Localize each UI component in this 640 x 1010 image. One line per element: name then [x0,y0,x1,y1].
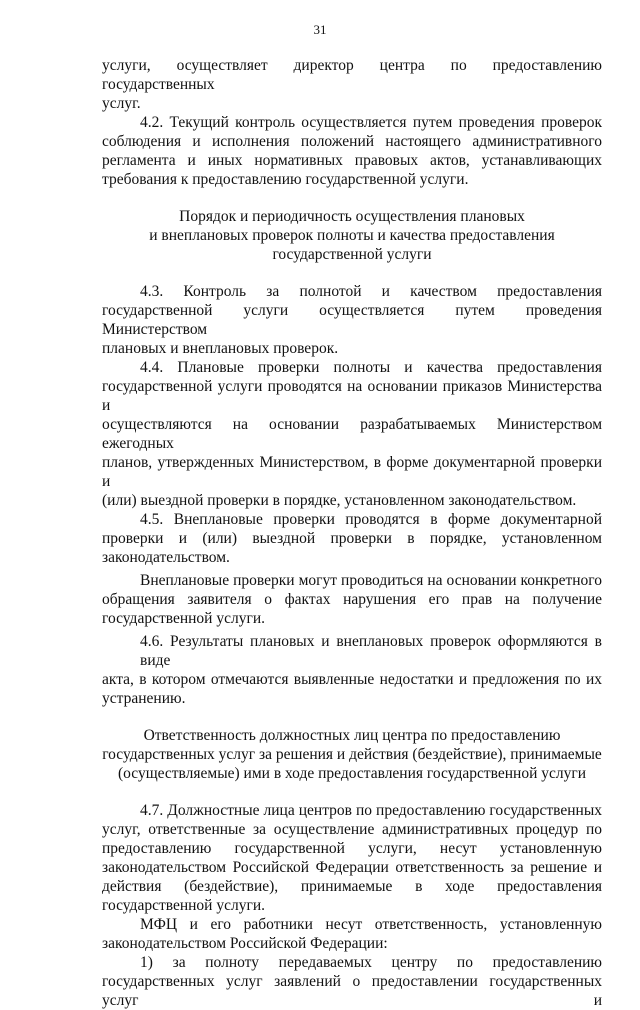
text-line: законодательством. [102,549,230,566]
text-line: государственной услуги проводятся на основании приказов Министерства и [102,378,602,414]
text-line: МФЦ и его работники несут ответственность, установленную [140,916,602,933]
text-line: устранению. [102,690,186,707]
text-line: осуществляются на основании разрабатываемых Министерством ежегодных [102,416,602,452]
text-line: государственной услуги. [102,610,265,627]
text-line: акта, в котором отмечаются выявленные недостатки и предложения по их [102,671,602,688]
paragraph-4-6 [102,632,602,708]
text-line: услуги, осуществляет директор центра по предоставлению государственных [102,57,602,93]
heading-line: Ответственность должностных лиц центра по предоставлению [143,727,561,744]
heading-line: Порядок и периодичность осуществления плановых [179,208,525,225]
text-line: плановых и внеплановых проверок. [102,340,339,357]
text-line: действия (бездействие), принимаемые в ходе предоставления [102,878,602,895]
paragraph-4-4 [102,358,602,510]
text-line: 4.2. Текущий контроль осуществляется путем проведения проверок [140,114,602,131]
text-line: государственных услуг заявлений о предоставлении государственных услуг и [102,973,602,1009]
heading-line: и внеплановых проверок полноты и качества предоставления [149,227,555,244]
text-line: регламента и иных нормативных правовых актов, устанавливающих [102,152,602,169]
text-line: 4.6. Результаты плановых и внеплановых проверок оформляются в виде [140,633,602,669]
paragraph-4-3 [102,282,602,358]
document-body [102,56,602,1010]
text-line: проверки и (или) выездной проверки в порядке, установленном [102,530,602,547]
text-line: законодательством Российской Федерации ответственность за решение и [102,859,602,876]
text-line: требования к предоставлению государственной услуги. [102,171,469,188]
text-line: 4.7. Должностные лица центров по предоставлению государственных [140,802,602,819]
text-line: Внеплановые проверки могут проводиться на основании конкретного [140,572,602,589]
section-heading-inspections [102,207,602,264]
text-line: предоставлению государственной услуги, несут установленную [102,840,602,857]
text-line: планов, утвержденных Министерством, в форме документарной проверки и [102,454,602,490]
paragraph-4-5 [102,510,602,567]
text-line: обращения заявителя о фактах нарушения его прав на получение [102,591,602,608]
text-line: (или) выездной проверки в порядке, установленном законодательством. [102,492,577,509]
text-line: услуг, ответственные за осуществление административных процедур по [102,821,602,838]
section-heading-responsibility [102,726,602,783]
heading-line: государственных услуг за решения и действия (бездействие), принимаемые [102,746,602,763]
text-line: государственной услуги. [102,897,265,914]
text-line: 4.3. Контроль за полнотой и качеством предоставления [140,283,602,300]
text-line: 4.4. Плановые проверки полноты и качества предоставления [140,359,602,376]
text-line: услуг. [102,95,141,112]
paragraph-unscheduled [102,571,602,628]
text-line: соблюдения и исполнения положений настоящего административного [102,133,602,150]
heading-line: (осуществляемые) ими в ходе предоставления государственной услуги [117,765,587,782]
text-line: государственной услуги осуществляется путем проведения Министерством [102,302,602,338]
page-number: 31 [313,22,327,37]
text-line: 4.5. Внеплановые проверки проводятся в форме документарной [140,511,602,528]
text-line: 1) за полноту передаваемых центру по предоставлению [140,954,602,971]
paragraph-4-2 [102,113,602,189]
heading-line: государственной услуги [272,246,432,263]
paragraph-continuation [102,56,602,113]
paragraph-mfc [102,915,602,953]
list-item-1 [102,953,602,1010]
text-line: законодательством Российской Федерации: [102,935,388,952]
paragraph-4-7 [102,801,602,915]
